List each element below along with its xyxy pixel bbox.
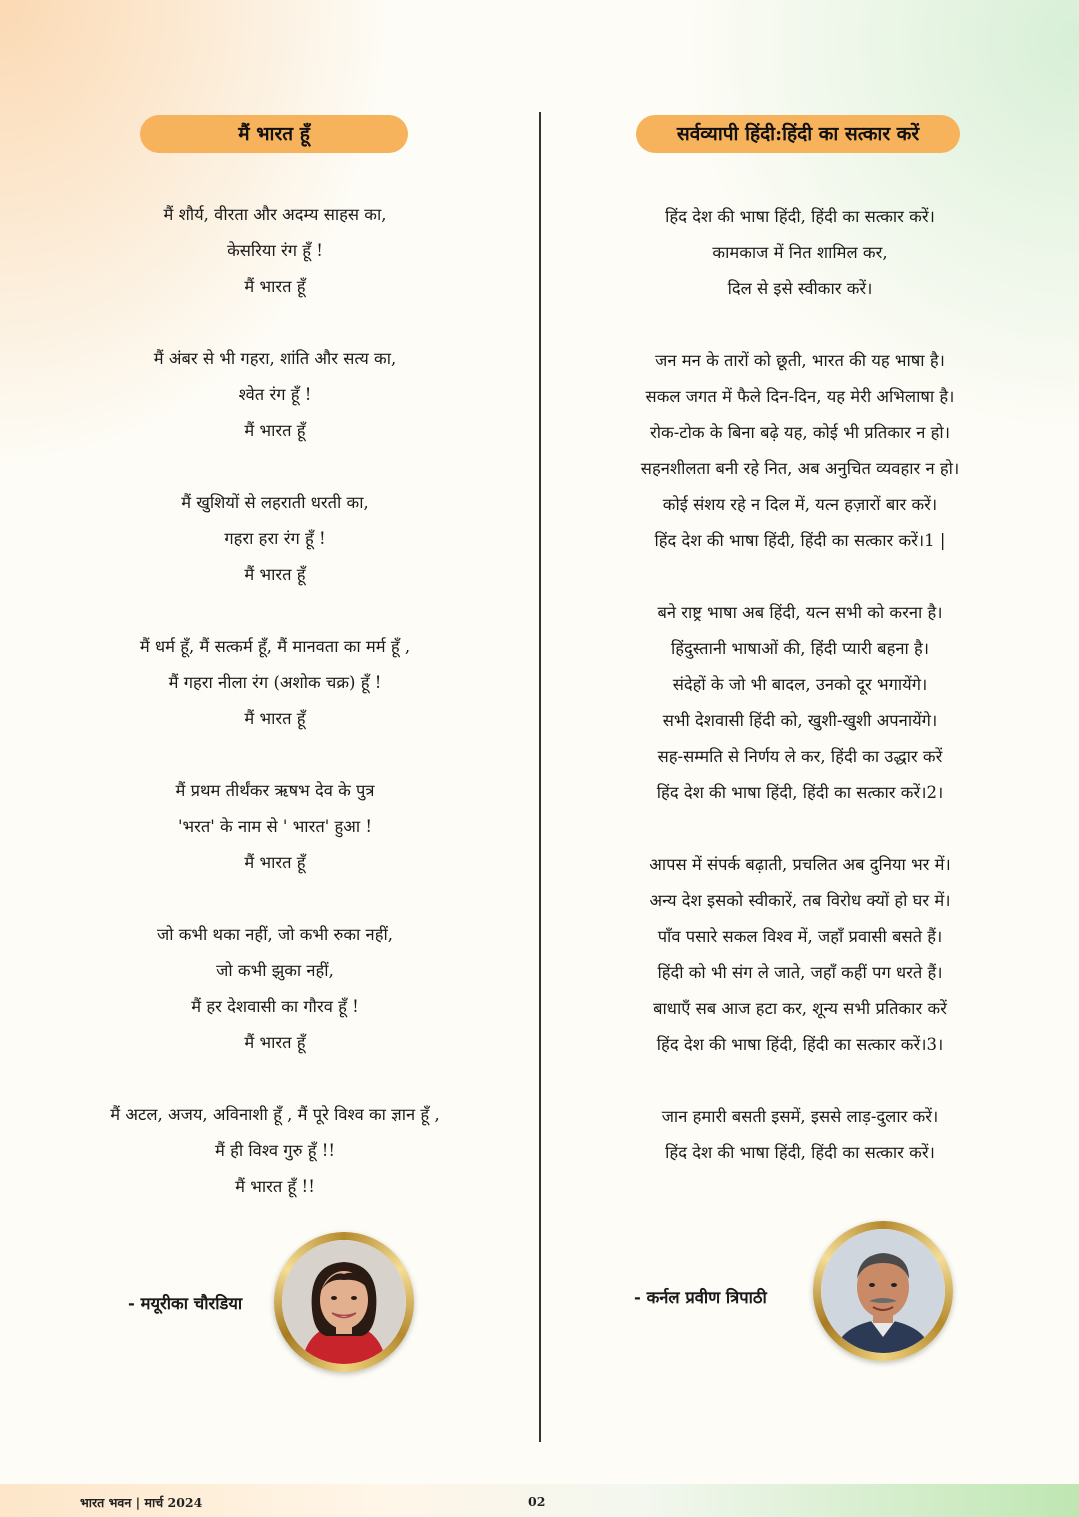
left-stanza: [60, 197, 490, 305]
right-poem-line: बने राष्ट्र भाषा अब हिंदी, यत्न सभी को करना है।: [657, 603, 943, 622]
left-poem-line: मैं प्रथम तीर्थंकर ऋषभ देव के पुत्र: [175, 781, 375, 800]
left-poem-line: मैं भारत हूँ: [244, 709, 306, 728]
left-poem-line: मैं खुशियों से लहराती धरती का,: [181, 493, 369, 512]
right-poem-line: बाधाएँ सब आज हटा कर, शून्य सभी प्रतिकार करें: [653, 999, 947, 1018]
left-poem-line: मैं गहरा नीला रंग (अशोक चक्र) हूँ !: [168, 673, 382, 692]
right-poem-line: सभी देशवासी हिंदी को, खुशी-खुशी अपनायेंगे।: [662, 711, 938, 730]
left-poem-line: श्वेत रंग हूँ !: [238, 385, 312, 404]
left-poem-line: मैं अटल, अजय, अविनाशी हूँ , मैं पूरे विश्व का ज्ञान हूँ ,: [110, 1105, 440, 1124]
right-poem-line: जन मन के तारों को छूती, भारत की यह भाषा है।: [655, 351, 945, 370]
left-poem-column: [60, 115, 490, 1205]
left-poem-line: मैं भारत हूँ: [244, 1033, 306, 1052]
left-poem-line: मैं हर देशवासी का गौरव हूँ !: [191, 997, 359, 1016]
footer-publication: भारत भवन | मार्च 2024: [80, 1495, 203, 1510]
left-poem-line: मैं अंबर से भी गहरा, शांति और सत्य का,: [153, 349, 397, 368]
right-poem-column: [590, 115, 1010, 1171]
right-poem-line: हिंद देश की भाषा हिंदी, हिंदी का सत्कार करें।: [665, 207, 935, 226]
left-poem-line: मैं भारत हूँ: [244, 565, 306, 584]
left-stanza: [60, 1097, 490, 1205]
left-poem-line: जो कभी थका नहीं, जो कभी रुका नहीं,: [156, 925, 393, 944]
right-poem-line: पाँव पसारे सकल विश्व में, जहाँ प्रवासी बसते हैं।: [657, 927, 943, 946]
left-poem-line: मैं शौर्य, वीरता और अदम्य साहस का,: [163, 205, 387, 224]
left-poem-title: मैं भारत हूँ: [140, 115, 408, 153]
right-poem-line: कोई संशय रहे न दिल में, यत्न हज़ारों बार करें।: [662, 495, 938, 514]
left-poem-line: केसरिया रंग हूँ !: [227, 241, 323, 260]
right-stanza: [590, 595, 1010, 811]
right-poem-line: अन्य देश इसको स्वीकारें, तब विरोध क्यों हो घर में।: [649, 891, 951, 910]
right-poem-line: रोक-टोक के बिना बढ़े यह, कोई भी प्रतिकार न हो।: [650, 423, 950, 442]
right-poem-line: जान हमारी बसती इसमें, इससे लाड़-दुलार करें।: [661, 1107, 939, 1126]
right-author-name: - कर्नल प्रवीण त्रिपाठी: [634, 1288, 767, 1307]
left-author-name: - मयूरीका चौरडिया: [128, 1294, 243, 1313]
left-poem-line: मैं भारत हूँ: [244, 853, 306, 872]
left-poem-line: गहरा हरा रंग हूँ !: [224, 529, 326, 548]
left-poem-line: 'भरत' के नाम से ' भारत' हुआ !: [177, 817, 373, 836]
left-poem-body: [60, 197, 490, 1205]
column-divider: [539, 112, 541, 1442]
right-author-photo: [813, 1221, 953, 1361]
left-author-photo: [274, 1232, 414, 1372]
left-poem-line: जो कभी झुका नहीं,: [216, 961, 334, 980]
left-stanza: [60, 773, 490, 881]
author-portrait-woman-icon: [282, 1240, 406, 1364]
right-poem-line: संदेहों के जो भी बादल, उनको दूर भगायेंगे।: [672, 675, 928, 694]
footer-page-number: 02: [528, 1494, 546, 1509]
left-stanza: [60, 485, 490, 593]
left-stanza: [60, 341, 490, 449]
left-poem-line: मैं भारत हूँ: [244, 277, 306, 296]
right-poem-line: हिंद देश की भाषा हिंदी, हिंदी का सत्कार करें।: [665, 1143, 935, 1162]
left-poem-line: मैं ही विश्व गुरु हूँ !!: [215, 1141, 335, 1160]
right-stanza: [590, 343, 1010, 559]
right-poem-line: हिंदुस्तानी भाषाओं की, हिंदी प्यारी बहना है।: [670, 639, 930, 658]
right-poem-line: सहनशीलता बनी रहे नित, अब अनुचित व्यवहार न हो।: [640, 459, 960, 478]
right-stanza: [590, 847, 1010, 1063]
right-poem-line: हिंदी को भी संग ले जाते, जहाँ कहीं पग धरते हैं।: [657, 963, 943, 982]
left-stanza: [60, 917, 490, 1061]
right-stanza: [590, 199, 1010, 307]
right-poem-title: सर्वव्यापी हिंदी:हिंदी का सत्कार करें: [636, 115, 960, 153]
left-poem-line: मैं धर्म हूँ, मैं सत्कर्म हूँ, मैं मानवता का मर्म हूँ ,: [139, 637, 411, 656]
right-poem-line: आपस में संपर्क बढ़ाती, प्रचलित अब दुनिया भर में।: [649, 855, 951, 874]
left-poem-line: मैं भारत हूँ: [244, 421, 306, 440]
right-poem-line: सह-सम्मति से निर्णय ले कर, हिंदी का उद्धार करें: [657, 747, 943, 766]
right-poem-line: हिंद देश की भाषा हिंदी, हिंदी का सत्कार करें।3।: [656, 1035, 944, 1054]
author-portrait-man-icon: [821, 1229, 945, 1353]
right-poem-line: कामकाज में नित शामिल कर,: [712, 243, 888, 262]
right-poem-line: हिंद देश की भाषा हिंदी, हिंदी का सत्कार करें।2।: [656, 783, 944, 802]
right-poem-line: सकल जगत में फैले दिन-दिन, यह मेरी अभिलाषा है।: [645, 387, 955, 406]
left-poem-line: मैं भारत हूँ !!: [235, 1177, 315, 1196]
left-stanza: [60, 629, 490, 737]
right-stanza: [590, 1099, 1010, 1171]
right-poem-line: हिंद देश की भाषा हिंदी, हिंदी का सत्कार करें।1 |: [654, 531, 946, 550]
right-poem-body: [590, 199, 1010, 1171]
page-footer: [0, 1484, 1079, 1517]
right-poem-line: दिल से इसे स्वीकार करें।: [727, 279, 873, 298]
